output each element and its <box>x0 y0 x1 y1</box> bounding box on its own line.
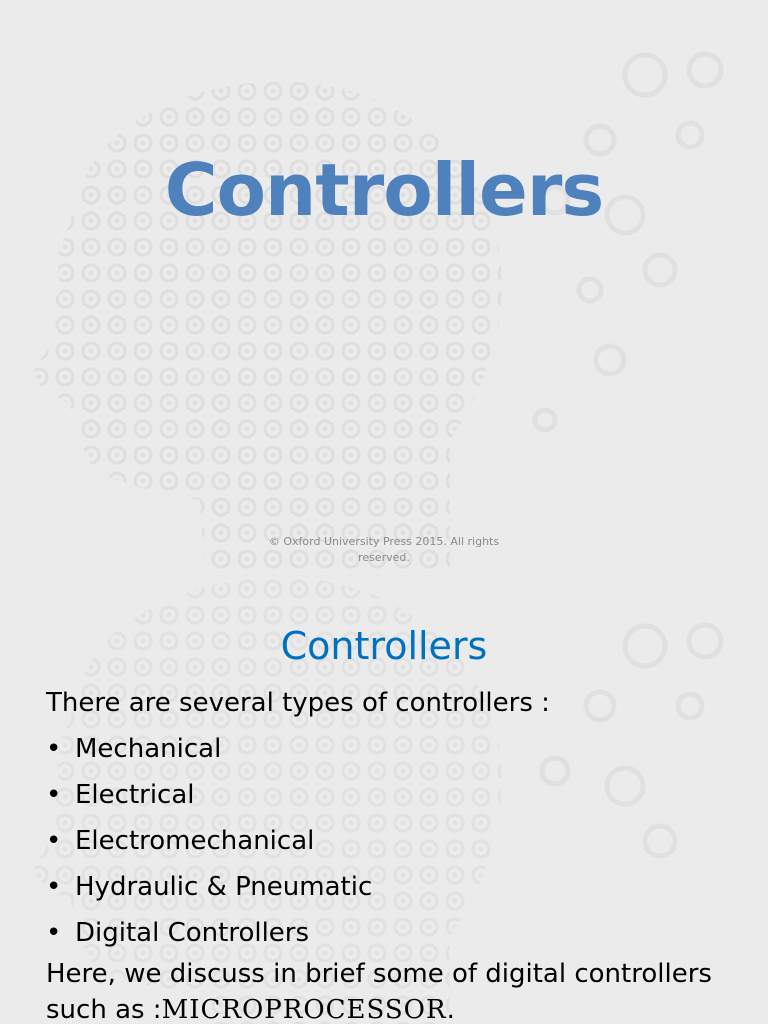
intro-text: There are several types of controllers : <box>46 688 550 718</box>
list-item: • Hydraulic & Pneumatic <box>46 864 746 910</box>
discussion-prefix: such as : <box>46 995 162 1024</box>
slide-title: Controllers <box>280 624 488 668</box>
copyright-line-1: © Oxford University Press 2015. All rights <box>268 535 500 548</box>
slide-title: Controllers <box>164 148 604 232</box>
microprocessor-term: MICROPROCESSOR <box>161 995 447 1024</box>
discussion-line-1: Here, we discuss in brief some of digital controllers <box>46 959 712 989</box>
discussion-line-2 <box>46 992 746 1024</box>
copyright-notice <box>0 534 768 566</box>
content-slide <box>0 576 768 1024</box>
list-item: • Electromechanical <box>46 818 746 864</box>
list-item: • Mechanical <box>46 726 746 772</box>
list-item: • Digital Controllers <box>46 910 746 956</box>
slide-body <box>46 680 746 1024</box>
discussion-suffix: . <box>446 995 455 1024</box>
list-item: • Electrical <box>46 772 746 818</box>
controller-types-list <box>46 726 746 956</box>
copyright-line-2: reserved. <box>358 551 410 564</box>
